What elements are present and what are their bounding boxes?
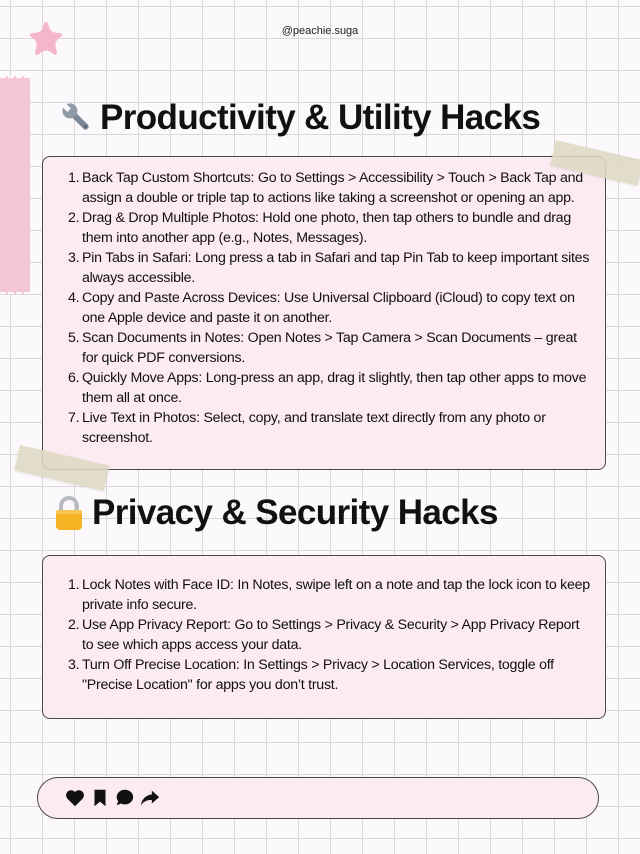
productivity-hacks-list <box>43 157 605 448</box>
section-title-productivity <box>58 98 540 138</box>
list-item-number: 3. <box>68 250 80 266</box>
list-item-text: Lock Notes with Face ID: In Notes, swipe left on a note and tap the lock icon to keep private info secure. <box>82 577 590 613</box>
list-item <box>43 208 605 248</box>
list-item-text: Copy and Paste Across Devices: Use Universal Clipboard (iCloud) to copy text on one Apple device and paste it on another. <box>82 290 575 326</box>
list-item-text: Turn Off Precise Location: In Settings > Privacy > Location Services, toggle off "Precise Location" for apps you don’t trust. <box>82 657 554 693</box>
list-item-number: 4. <box>68 290 80 306</box>
bookmark-icon[interactable] <box>89 787 111 809</box>
handle: @peachie.suga <box>281 25 359 37</box>
list-item-text: Use App Privacy Report: Go to Settings > Privacy & Security > App Privacy Report to see which apps access your data. <box>82 617 580 653</box>
list-item-number: 7. <box>68 410 80 426</box>
list-item-number: 1. <box>68 170 80 186</box>
action-bar <box>37 777 599 819</box>
heart-icon[interactable] <box>64 787 86 809</box>
list-item-number: 1. <box>68 577 80 593</box>
list-item <box>43 408 605 448</box>
section-title-text: Productivity & Utility Hacks <box>100 98 541 137</box>
list-item <box>43 368 605 408</box>
list-item <box>43 328 605 368</box>
list-item-number: 6. <box>68 370 80 386</box>
list-item <box>43 248 605 288</box>
list-item-number: 2. <box>68 617 80 633</box>
share-icon[interactable] <box>139 787 161 809</box>
lock-icon <box>50 494 88 532</box>
productivity-hacks-card <box>42 156 606 470</box>
wrench-icon <box>58 99 96 137</box>
list-item <box>43 615 605 655</box>
pink-washi-strip <box>0 76 30 294</box>
star-decoration-icon <box>24 20 68 64</box>
list-item-text: Drag & Drop Multiple Photos: Hold one photo, then tap others to bundle and drag them into another app (e.g., Notes, Messages). <box>82 210 571 246</box>
list-item-number: 2. <box>68 210 80 226</box>
comment-icon[interactable] <box>114 787 136 809</box>
privacy-hacks-card <box>42 555 606 719</box>
list-item-text: Pin Tabs in Safari: Long press a tab in Safari and tap Pin Tab to keep important sites always accessible. <box>82 250 590 286</box>
privacy-hacks-list <box>43 556 605 695</box>
list-item-text: Live Text in Photos: Select, copy, and translate text directly from any photo or screenshot. <box>82 410 546 446</box>
list-item <box>43 655 605 695</box>
list-item-text: Scan Documents in Notes: Open Notes > Tap Camera > Scan Documents – great for quick PDF conversions. <box>82 330 577 366</box>
section-title-text: Privacy & Security Hacks <box>92 493 498 532</box>
list-item-number: 5. <box>68 330 80 346</box>
list-item-text: Back Tap Custom Shortcuts: Go to Settings > Accessibility > Touch > Back Tap and assign a double or triple tap to actions like taking a screenshot or opening an app. <box>82 170 583 206</box>
section-title-privacy <box>50 493 498 533</box>
list-item-text: Quickly Move Apps: Long-press an app, drag it slightly, then tap other apps to move them all at once. <box>82 370 587 406</box>
list-item <box>43 288 605 328</box>
list-item <box>43 168 605 208</box>
list-item <box>43 575 605 615</box>
list-item-number: 3. <box>68 657 80 673</box>
